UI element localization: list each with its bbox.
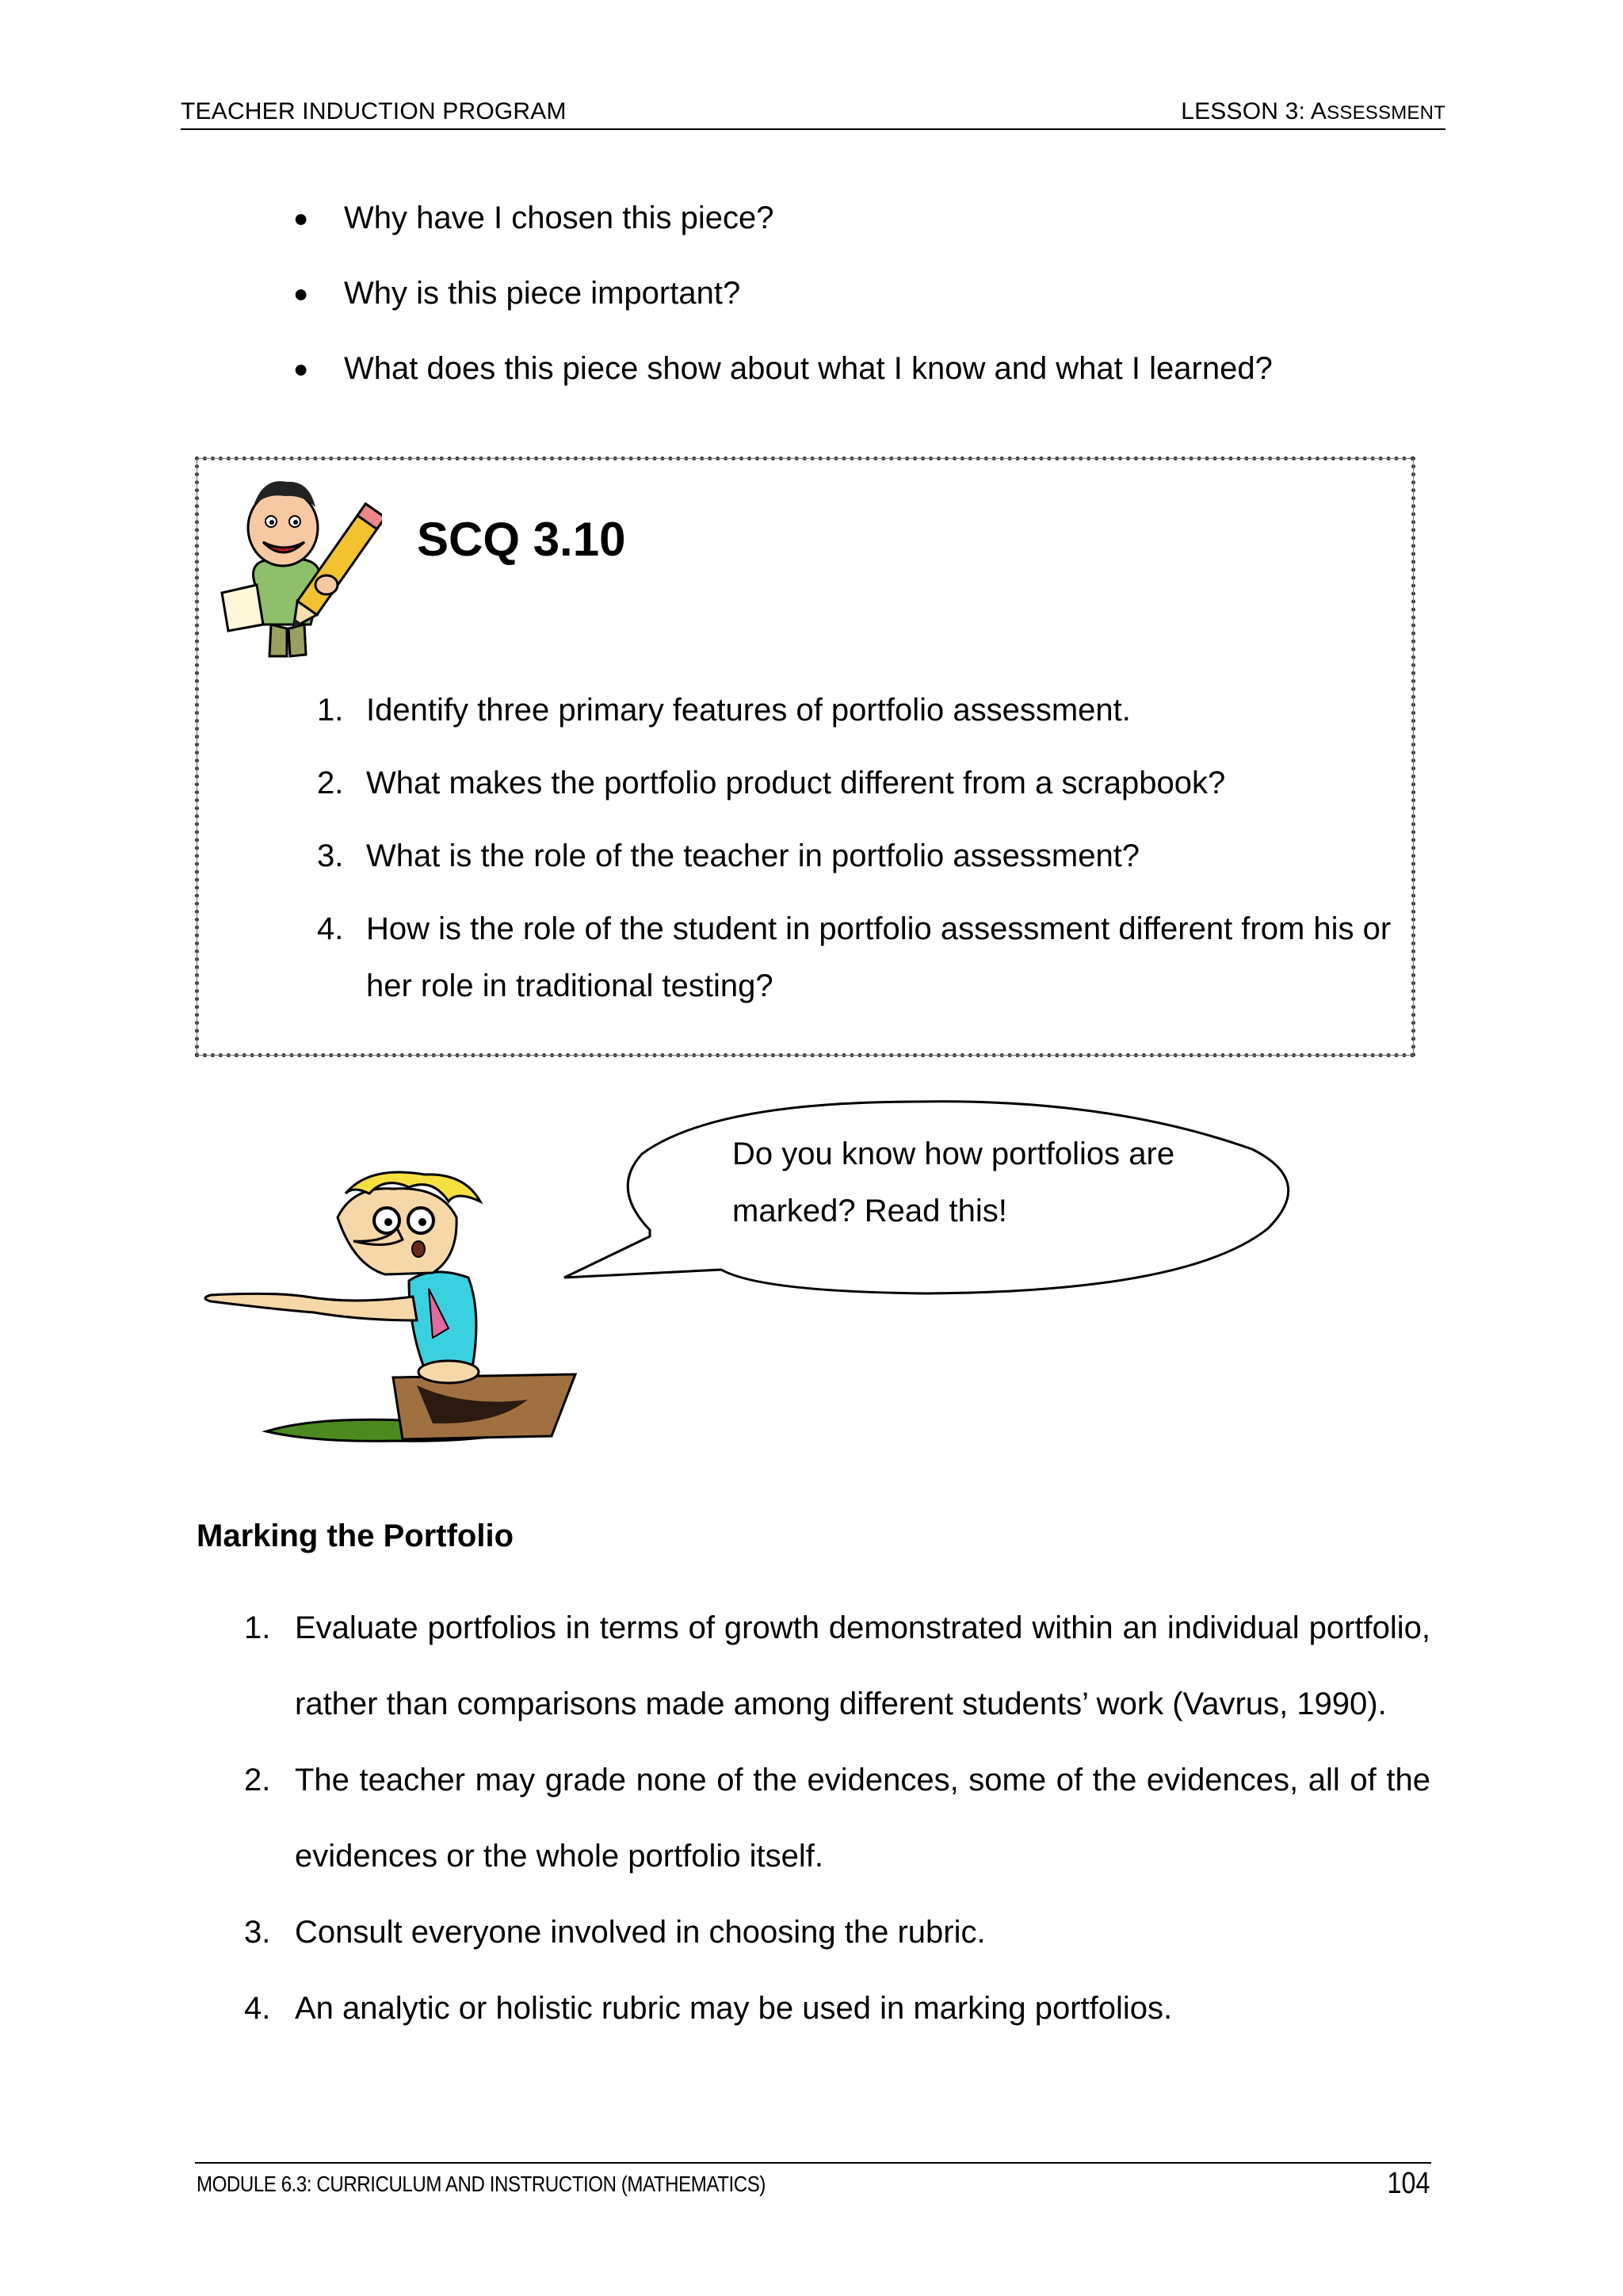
scq-question-number: 2. (317, 766, 344, 800)
scq-question-list (317, 682, 1411, 1030)
marking-item-number: 3. (244, 1915, 271, 1950)
bullet-item (293, 266, 1442, 341)
scq-title: SCQ 3.10 (417, 513, 626, 566)
scq-question-text: What is the role of the teacher in portfolio assessment? (366, 839, 1140, 873)
bullet-dot-icon: ● (293, 204, 309, 232)
scq-question-number: 4. (317, 911, 344, 946)
bullet-dot-icon: ● (293, 354, 309, 383)
speech-bubble-line: Do you know how portfolios are (732, 1137, 1175, 1171)
header-right-prefix: LESSON 3: A (1181, 98, 1327, 124)
section-title: Marking the Portfolio (197, 1519, 514, 1553)
marking-item-number: 4. (244, 1991, 271, 2026)
marking-item-text: An analytic or holistic rubric may be used in marking portfolios. (295, 1991, 1173, 2026)
marking-item (244, 1742, 1430, 1894)
scq-question (317, 900, 1411, 1014)
scq-question-number: 1. (317, 693, 344, 728)
header-rule (181, 128, 1445, 130)
scq-question-number: 3. (317, 839, 344, 873)
scq-question (317, 682, 1411, 739)
speech-bubble-text (732, 1125, 1224, 1240)
cartoon-presenter-at-podium-icon (195, 1170, 583, 1455)
bullet-list (293, 190, 1442, 416)
cartoon-man-with-pencil-icon (208, 466, 382, 664)
header-left: TEACHER INDUCTION PROGRAM (181, 98, 567, 124)
scq-question (317, 827, 1411, 884)
marking-item-text: The teacher may grade none of the evidences, some of the evidences, all of the evidences or the whole portfolio itself. (295, 1763, 1430, 1874)
speech-bubble-line: marked? Read this! (732, 1194, 1007, 1228)
marking-item (244, 1894, 1430, 1970)
marking-item-number: 1. (244, 1610, 271, 1645)
bullet-item (293, 341, 1442, 416)
header-right-suffix: SSESSMENT (1327, 102, 1445, 124)
bullet-text: Why is this piece important? (344, 276, 741, 311)
marking-list (244, 1590, 1430, 2046)
footer-module-title: MODULE 6.3: CURRICULUM AND INSTRUCTION (MATHEMATICS) (197, 2172, 766, 2196)
marking-item-text: Evaluate portfolios in terms of growth demonstrated within an individual portfolio, rather than comparisons made among different students’ work (Vavrus, 1990). (295, 1610, 1430, 1721)
footer-rule (195, 2162, 1431, 2164)
bullet-item (293, 190, 1442, 266)
bullet-text: Why have I chosen this piece? (344, 201, 774, 235)
bullet-dot-icon: ● (293, 279, 309, 308)
bullet-text: What does this piece show about what I know and what I learned? (344, 351, 1273, 386)
marking-item (244, 1590, 1430, 1742)
marking-item (244, 1970, 1430, 2046)
page-number: 104 (1387, 2167, 1430, 2200)
marking-item-number: 2. (244, 1763, 271, 1797)
header-right (1181, 98, 1445, 125)
scq-question-text: What makes the portfolio product different from a scrapbook? (366, 766, 1226, 800)
scq-question (317, 755, 1411, 812)
marking-item-text: Consult everyone involved in choosing the rubric. (295, 1915, 986, 1950)
scq-question-text: Identify three primary features of portfolio assessment. (366, 693, 1131, 728)
scq-question-text: How is the role of the student in portfolio assessment different from his or her role in traditional testing? (366, 911, 1392, 1003)
